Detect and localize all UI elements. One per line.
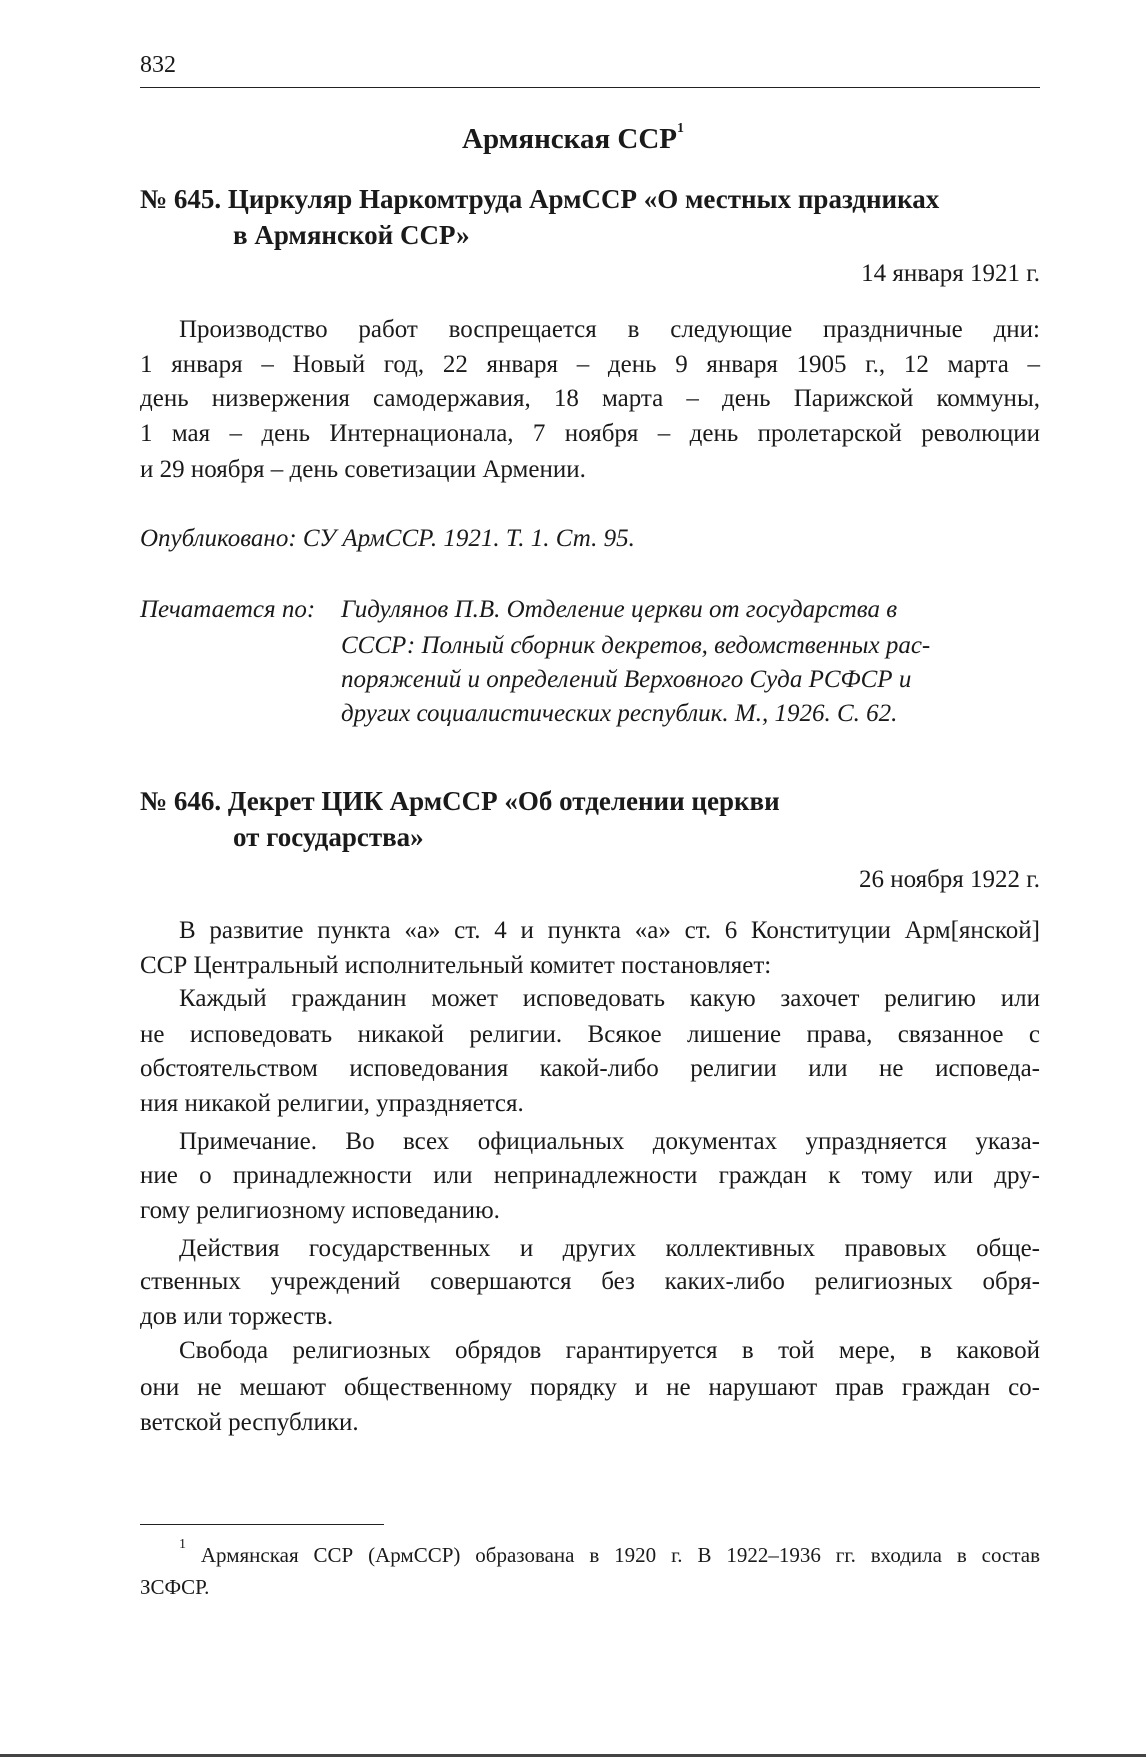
- footnote-line: [179, 1538, 1040, 1572]
- doc646-body-line: ственных учреждений совершаются без каких-либо религиозных обря-: [140, 1268, 1040, 1295]
- doc646-body-line: Каждый гражданин может исповедовать какую захочет религию или: [179, 985, 1040, 1012]
- doc646-date: 26 ноября 1922 г.: [858, 866, 1040, 893]
- doc645-heading-line2: в Армянской ССР»: [233, 220, 470, 250]
- doc646-title: Декрет ЦИК АрмССР «Об отделении церкви: [227, 786, 780, 816]
- doc646-body-line: ния никакой религии, упраздняется.: [140, 1090, 524, 1117]
- doc645-body-line: 1 января – Новый год, 22 января – день 9 января 1905 г., 12 марта –: [140, 351, 1040, 378]
- doc646-body-line: ветской республики.: [140, 1409, 359, 1436]
- doc645-printed-label: Печатается по:: [140, 596, 316, 623]
- doc646-body-line: ССР Центральный исполнительный комитет постановляет:: [140, 952, 772, 979]
- footnote-ref[interactable]: 1: [676, 121, 684, 136]
- footnote-mark: 1: [179, 1537, 186, 1552]
- doc646-body-line: Действия государственных и других коллективных правовых обще-: [179, 1235, 1040, 1262]
- doc646-heading-line2: от государства»: [233, 822, 424, 852]
- doc645-body-line: и 29 ноября – день советизации Армении.: [140, 456, 586, 483]
- doc646-body-line: Примечание. Во всех официальных документах упраздняется указа-: [179, 1128, 1040, 1155]
- page-bottom-edge: [0, 1754, 1146, 1757]
- footnote-line: ЗСФСР.: [140, 1575, 210, 1599]
- doc645-printed-line: других социалистических республик. М., 1926. С. 62.: [341, 700, 898, 727]
- doc645-body-line: 1 мая – день Интернационала, 7 ноября – день пролетарской революции: [140, 420, 1040, 447]
- doc646-body-line: Свобода религиозных обрядов гарантируется в той мере, в каковой: [179, 1337, 1040, 1364]
- doc645-number: № 645.: [140, 184, 222, 214]
- footnote-rule: [140, 1524, 384, 1525]
- doc646-body-line: обстоятельством исповедования какой-либо религии или не исповеда-: [140, 1055, 1040, 1082]
- doc646-number: № 646.: [140, 786, 222, 816]
- doc645-printed-line: Гидулянов П.В. Отделение церкви от государства в: [341, 596, 898, 623]
- doc646-body-line: ние о принадлежности или непринадлежности граждан к тому или дру-: [140, 1162, 1040, 1189]
- doc645-date: 14 января 1921 г.: [861, 260, 1040, 287]
- doc646-body-line: В развитие пункта «а» ст. 4 и пункта «а» ст. 6 Конституции Арм[янской]: [179, 917, 1040, 944]
- doc646-heading-line1: [140, 784, 780, 818]
- section-title: [0, 122, 1146, 156]
- header-rule: [140, 87, 1040, 88]
- doc645-body-line: день низвержения самодержавия, 18 марта – день Парижской коммуны,: [140, 385, 1040, 412]
- doc645-printed-line: СССР: Полный сборник декретов, ведомственных рас-: [341, 632, 931, 659]
- doc646-body-line: гому религиозному исповеданию.: [140, 1197, 500, 1224]
- footnote-text: Армянская ССР (АрмССР) образована в 1920 г. В 1922–1936 гг. входила в состав: [200, 1543, 1040, 1567]
- page-number: 832: [140, 52, 176, 78]
- doc646-body-line: дов или торжеств.: [140, 1303, 334, 1330]
- doc645-heading-line1: [140, 182, 939, 216]
- doc645-body-line: Производство работ воспрещается в следующие праздничные дни:: [179, 316, 1040, 343]
- doc645-published: Опубликовано: СУ АрмССР. 1921. Т. 1. Ст. 95.: [140, 525, 635, 552]
- doc646-body-line: они не мешают общественному порядку и не нарушают прав граждан со-: [140, 1374, 1040, 1401]
- section-title-text: Армянская ССР: [462, 123, 677, 155]
- doc645-printed-line: поряжений и определений Верховного Суда РСФСР и: [341, 666, 912, 693]
- doc645-title: Циркуляр Наркомтруда АрмССР «О местных праздниках: [227, 184, 940, 214]
- doc646-body-line: не исповедовать никакой религии. Всякое лишение права, связанное с: [140, 1021, 1040, 1048]
